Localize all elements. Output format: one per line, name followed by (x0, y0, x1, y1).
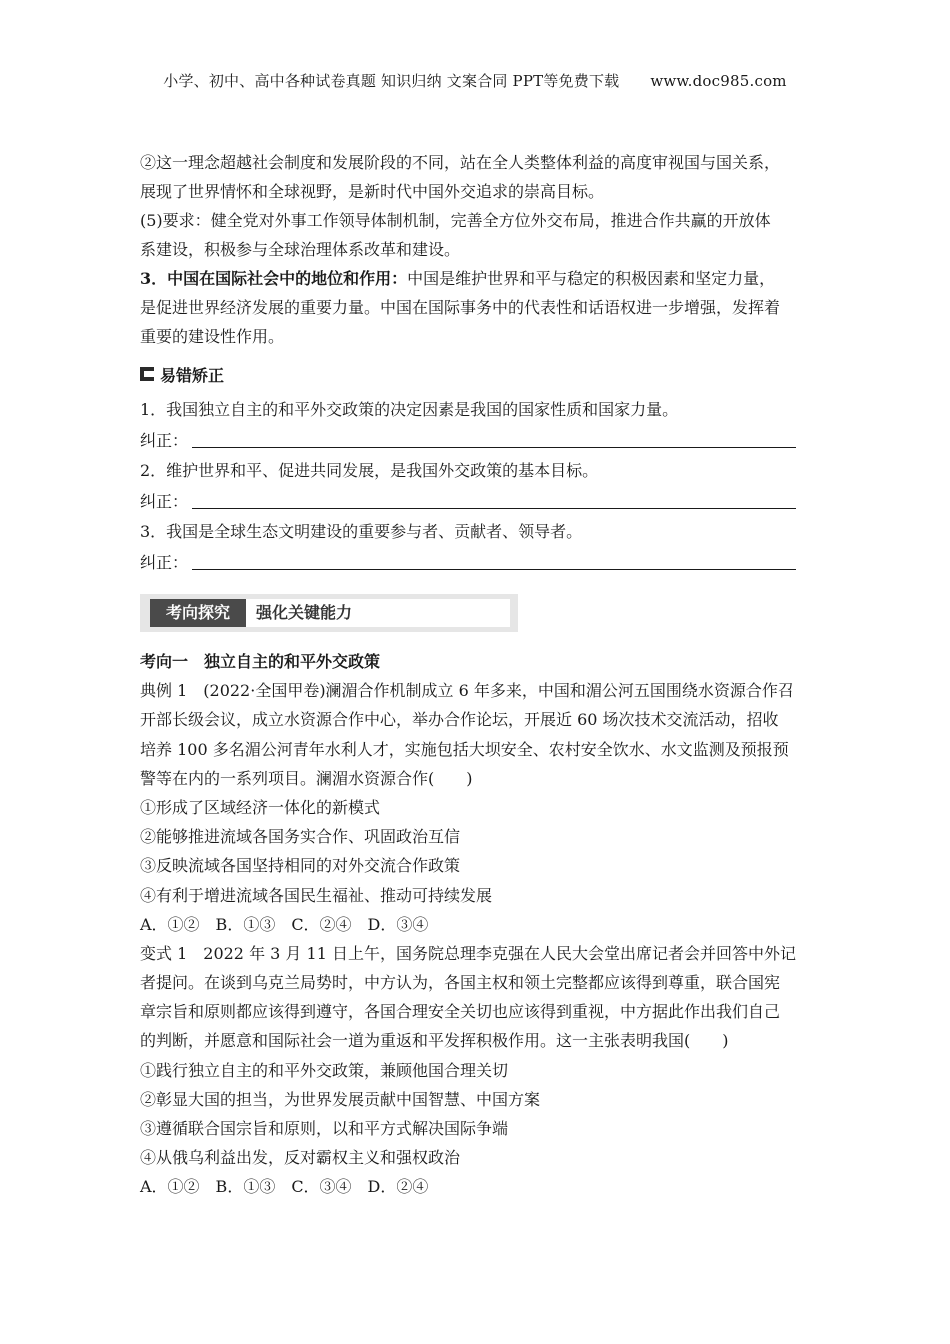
option-statement: ①践行独立自主的和平外交政策，兼顾他国合理关切 (140, 1060, 509, 1080)
option-statement: ②彰显大国的担当，为世界发展贡献中国智慧、中国方案 (140, 1089, 541, 1109)
answer-blank-line[interactable] (192, 446, 796, 448)
text-line: 重要的建设性作用。 (140, 327, 285, 346)
correction-item-3: 3．我国是全球生态文明建设的重要参与者、贡献者、领导者。 (140, 522, 583, 541)
section-foreign-policy (140, 148, 816, 351)
banner-right-label: 强化关键能力 (246, 599, 510, 627)
text-line: 展现了世界情怀和全球视野，是新时代中国外交追求的崇高目标。 (140, 182, 605, 201)
item3-text: 中国是维护世界和平与稳定的积极因素和坚定力量， (407, 269, 776, 288)
option-statement: ④有利于增进流域各国民生福祉、推动可持续发展 (140, 885, 493, 905)
option-statement: ③遵循联合国宗旨和原则，以和平方式解决国际争端 (140, 1119, 509, 1138)
fix-label: 纠正： (140, 552, 189, 572)
question-line: 警等在内的一系列项目。澜湄水资源合作( ) (140, 768, 473, 788)
text-line: 是促进世界经济发展的重要力量。中国在国际事务中的代表性和话语权进一步增强，发挥着 (140, 298, 781, 317)
banner-left-label: 考向探究 (150, 599, 246, 627)
question-line: 的判断，并愿意和国际社会一道为重返和平发挥积极作用。这一主张表明我国( ) (140, 1031, 729, 1051)
answer-blank-line[interactable] (192, 568, 796, 570)
option-statement: ②能够推进流域各国务实合作、巩固政治互信 (140, 827, 461, 847)
question-line: 变式 1 2022 年 3 月 11 日上午，国务院总理李克强在人民大会堂出席记者会并回答中外记 (140, 943, 796, 963)
direction-heading: 考向一 独立自主的和平外交政策 (140, 652, 381, 671)
header-url[interactable]: www.doc985.com (650, 72, 787, 90)
item3-label: 3．中国在国际社会中的地位和作用： (140, 269, 408, 288)
option-statement: ③反映流域各国坚持相同的对外交流合作政策 (140, 856, 461, 876)
correction-item-2: 2．维护世界和平、促进共同发展，是我国外交政策的基本目标。 (140, 461, 599, 480)
correction-answer-2 (140, 487, 816, 518)
answer-choices: A．①② B．①③ C．②④ D．③④ (140, 914, 429, 934)
correction-item-1: 1．我国独立自主的和平外交政策的决定因素是我国的国家性质和国家力量。 (140, 400, 679, 419)
question-line: 典例 1 (2022·全国甲卷)澜湄合作机制成立 6 年多来，中国和湄公河五国围绕水资源合作召 (140, 681, 794, 701)
section-exam-direction (140, 647, 816, 1202)
option-statement: ①形成了区域经济一体化的新模式 (140, 797, 381, 817)
answer-choices: A．①② B．①③ C．③④ D．②④ (140, 1177, 429, 1197)
answer-blank-line[interactable] (192, 507, 796, 509)
correction-title: 易错矫正 (160, 365, 225, 385)
page-header (0, 70, 950, 91)
option-statement: ④从俄乌利益出发，反对霸权主义和强权政治 (140, 1148, 461, 1168)
text-line: 系建设，积极参与全球治理体系改革和建设。 (140, 240, 461, 259)
correction-answer-3 (140, 548, 816, 579)
text-line: ②这一理念超越社会制度和发展阶段的不同，站在全人类整体利益的高度审视国与国关系， (140, 153, 781, 172)
correction-tag-icon (140, 367, 154, 381)
correction-heading (140, 362, 224, 386)
question-line: 开部长级会议，成立水资源合作中心，举办合作论坛，开展近 60 场次技术交流活动，招收 (140, 710, 779, 730)
fix-label: 纠正： (140, 430, 189, 450)
section-banner (140, 594, 518, 632)
text-line-item3 (140, 264, 816, 293)
question-line: 培养 100 多名湄公河青年水利人才，实施包括大坝安全、农村安全饮水、水文监测及预报预 (140, 739, 789, 759)
question-line: 章宗旨和原则都应该得到遵守，各国合理安全关切也应该得到重视，中方据此作出我们自己 (140, 1002, 781, 1022)
question-line: 者提问。在谈到乌克兰局势时，中方认为，各国主权和领土完整都应该得到尊重，联合国宪 (140, 973, 781, 993)
fix-label: 纠正： (140, 491, 189, 511)
text-line: (5)要求：健全党对外事工作领导体制机制，完善全方位外交布局，推进合作共赢的开放体 (140, 211, 771, 230)
section-correction (140, 395, 816, 578)
header-text: 小学、初中、高中各种试卷真题 知识归纳 文案合同 PPT等免费下载 (163, 72, 620, 90)
correction-answer-1 (140, 426, 816, 457)
